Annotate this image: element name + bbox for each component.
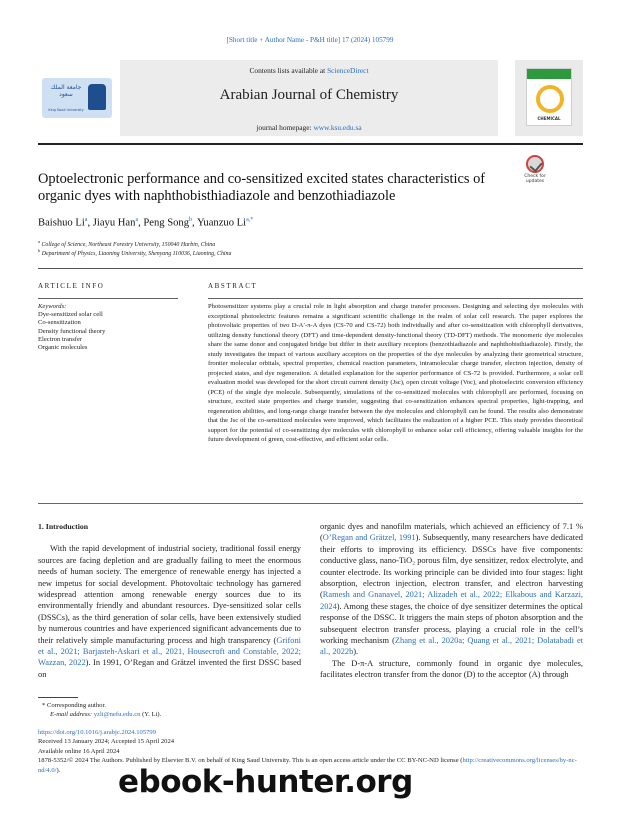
email-label: E-mail address: xyxy=(50,711,94,718)
email-line xyxy=(42,710,342,719)
cover-image xyxy=(526,68,572,126)
received-dates: Received 13 January 2024; Accepted 15 April 2024 xyxy=(38,738,175,746)
affiliation-text: College of Science, Northeast Forestry University, 150040 Harbin, China xyxy=(41,241,216,248)
author-list: Baishuo Li$^a$, Jiayu Han$^a$, Peng Song$^b$, Yuanzuo $Li^{a,*}$ xyxy=(38,217,254,229)
body-text: organic dyes and nanofilm materials, which achieved an efficiency of 7.1 % ( xyxy=(320,522,583,543)
author-affil-mark[interactable]: b xyxy=(189,217,193,223)
journal-info-box xyxy=(120,60,498,136)
citation-link[interactable]: Ramesh and Gnanavel, 2021; Alizadeh et al., 2022; Elkabous and Karzazi, 2024 xyxy=(320,590,583,611)
seal-subtext: King Saud University xyxy=(48,108,84,112)
abstract-heading: ABSTRACT xyxy=(208,282,258,290)
author-affil-mark[interactable]: a,* xyxy=(246,217,254,223)
footnote xyxy=(42,701,342,719)
license-end: ). xyxy=(56,766,61,774)
author-affil-mark[interactable]: a xyxy=(135,217,139,223)
journal-cover[interactable] xyxy=(515,60,583,136)
license-text: 1878-5352/© 2024 The Authors. Published by Elsevier B.V. on behalf of King Saud University. This is an open access article under the CC BY-NC-ND license ( xyxy=(38,757,463,765)
footnote-marker: * xyxy=(42,702,46,709)
check-updates-label: Check for updates xyxy=(524,174,546,184)
affiliation xyxy=(38,248,583,257)
affiliation-text: Department of Physics, Liaoning University, Shenyang 110036, Liaoning, China xyxy=(41,250,232,257)
check-for-updates-button[interactable] xyxy=(521,155,549,185)
body-paragraph: The D-π-A structure, commonly found in organic dye molecules, facilitates electron transfer from the donor (D) to the acceptor (A) through xyxy=(320,658,583,680)
license-link[interactable]: http://creativecommons.org/licenses/by-nc-nd/4.0/ xyxy=(38,757,577,774)
watermark: ebook-hunter.org xyxy=(118,764,413,800)
keyword: Organic molecules xyxy=(38,344,88,352)
header-rule xyxy=(38,143,583,145)
cover-band xyxy=(527,69,571,79)
body-text: ). Among these stages, the choice of dye sensitizer determines the optical response of the DSSC. It triggers the main steps of photon absorption and the subsequent electron transfer process, playing a crucial role in the cell’s working mechanism ( xyxy=(320,601,583,646)
seal-arabic-text: جامعة الملك سعود xyxy=(50,84,82,98)
keywords-title: Keywords: xyxy=(38,303,67,310)
doi-link[interactable]: https://doi.org/10.1016/j.arabjc.2024.105799 xyxy=(38,729,157,736)
body-text: ). In 1991, O’Regan and Grätzel invented the first DSSC based on xyxy=(38,658,302,679)
keyword: Electron transfer xyxy=(38,335,83,343)
author-name[interactable]: Peng Song xyxy=(143,217,190,229)
keywords-box xyxy=(38,303,178,352)
abstract-text: Photosensitizer systems play a crucial role in light absorption and charge transfer processes. Designing and selecting dye molecules with exceptional photoelectric features remains a significant scientific challenge in the realm of solar cell research. The paper explores the photovoltaic properties of two D-A′-π-A dyes (CS-70 and CS-72) both individually and after co-sensitization with chlorophyll derivatives, utilizing density functional theory (DFT) and time-dependent density-functional theory (TD-DFT) methods. The monomeric dye molecules share the same donor and conjugated bridge but differ in their auxiliary receptors (benzothiadiazole and naphthobisthiadiazole). Firstly, the study investigates the impact of various auxiliary acceptors on the properties of the dye molecules by analyzing their geometrical structure, frontier molecular orbitals, spectral properties, chemical reaction parameters, intramolecular charge transfer, electron injection, density of projected states, and dye regeneration. A detailed explanation for the superior performance of CS-72 is provided. Furthermore, a solar cell evaluation model was developed for the short circuit current density (Jsc), open circuit voltage (Voc), and photoelectric conversion efficiency (PCE) of the single dye molecule. Subsequently, simulations of the co-sensitized molecules with chlorophyll are performed, focusing on structure, excited state properties and charge transfer, suggesting that co-sensitization enhances spectral properties, light-trapping, and regeneration abilities, and long-range charge transfer between the dye molecules and chlorophyll can be found. The results also demonstrate that the Jsc of the co-sensitized molecules were improved, which facilitates the realization of a higher PCE. This study provides theoretical support for the potential of co-sensitizing dye molecules with chlorophyll to enhance solar cell efficiency, offering valuable insights for the future development of green, cost-effective, and efficient solar cells. xyxy=(208,303,583,443)
cover-label: CHEMICAL xyxy=(537,116,561,121)
journal-homepage-link[interactable]: www.ksu.edu.sa xyxy=(313,123,362,132)
citation-link[interactable]: Grifoni et al., 2021; Barjasteh-Askari et al., 2021, Housecroft and Constable, 2022; Wazzan, 2022 xyxy=(38,635,301,668)
body-paragraph xyxy=(38,543,301,680)
contents-line xyxy=(120,66,498,75)
email-link[interactable]: yzli@nefu.edu.cn xyxy=(93,711,141,718)
section-rule xyxy=(38,268,583,269)
running-head[interactable]: [Short title + Author Name - P&H title] 17 (2024) 105799 xyxy=(226,36,394,44)
available-online: Available online 16 April 2024 xyxy=(38,747,120,755)
author-affil-mark[interactable]: a xyxy=(84,217,88,223)
corresponding-author-note xyxy=(42,701,342,710)
body-column-left xyxy=(38,521,301,680)
affiliation-mark: b xyxy=(38,248,41,253)
body-column-right xyxy=(320,521,583,681)
citation-link[interactable]: O’Regan and Grätzel, 1991 xyxy=(322,533,416,543)
corresponding-label: Corresponding author. xyxy=(46,702,106,709)
abstract-bottom-rule xyxy=(38,503,583,504)
cover-emblem-icon xyxy=(536,85,564,113)
university-seal xyxy=(42,78,112,118)
homepage-line xyxy=(120,123,498,132)
body-text: ). Subsequently, many researchers have dedicated their efforts to improving its efficiency. DSSCs have five components: conductive glass, nano-TiO₂ porous film, dye sensitizer, redox electrolyte, and counter electrode. Its working principle can be divided into four stages: light absorption, electron injection, electron transfer, and electron harvesting ( xyxy=(320,533,583,600)
introduction-heading: 1. Introduction xyxy=(38,522,89,531)
body-paragraph xyxy=(320,521,583,658)
check-updates-icon xyxy=(526,155,544,173)
article-info-rule xyxy=(38,298,178,299)
author-name[interactable]: Jiayu Han xyxy=(92,217,136,229)
palm-emblem-icon xyxy=(88,84,106,110)
article-title: Optoelectronic performance and co-sensitized excited states characteristics of organic dyes with naphthobisthiadiazole and benzothiadiazole xyxy=(38,171,486,204)
abstract-rule xyxy=(208,298,583,299)
keyword: Dye-sensitized solar cell xyxy=(38,311,103,319)
contents-prefix: Contents lists available at xyxy=(249,66,328,75)
keyword: Co-sensitization xyxy=(38,319,81,327)
homepage-prefix: journal homepage: xyxy=(256,123,314,132)
publisher-logo xyxy=(38,60,116,136)
sciencedirect-link[interactable]: ScienceDirect xyxy=(327,66,369,75)
journal-name: Arabian Journal of Chemistry xyxy=(219,87,399,103)
footnote-rule xyxy=(38,697,78,698)
keyword: Density functional theory xyxy=(38,327,106,335)
author-name[interactable]: Baishuo Li xyxy=(38,217,85,229)
email-suffix: (Y. Li). xyxy=(140,711,162,718)
journal-masthead xyxy=(38,60,583,136)
affiliation xyxy=(38,239,583,248)
affiliation-mark: a xyxy=(38,239,40,244)
body-text: With the rapid development of industrial society, traditional fossil energy sources are facing depletion and are gradually failing to meet the enormous needs of human society. The emergence of renewable energy has injected a new impetus for social development. Photovoltaic technology has garnered widespread attention among renewable energy sources due to its environmentally friendly and abundant resources. Dye-sensitized solar cells (DSSCs), as the third generation of solar cells, have been extensively studied by numerous countries and have experienced significant advancements due to their relatively simple manufacturing process and high transparency ( xyxy=(38,544,301,645)
citation-link[interactable]: Zhang et al., 2020a; Quang et al., 2021; Dolatabadi et al., 2022b xyxy=(320,636,583,657)
author-name[interactable]: Yuanzuo Li xyxy=(196,217,247,229)
body-text: ). xyxy=(353,647,359,657)
article-info-heading: ARTICLE INFO xyxy=(38,282,105,290)
